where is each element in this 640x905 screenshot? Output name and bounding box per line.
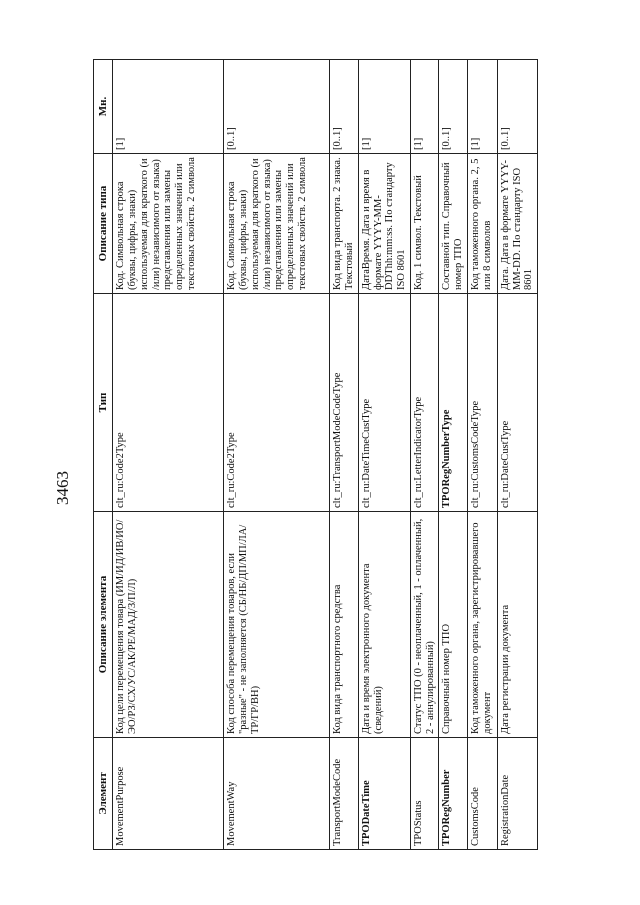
cell-description: Дата и время электронного документа (сведений) [358,512,410,738]
cell-element: MovementPurpose [113,738,224,850]
cell-type-description: Код. Символьная строка (буквы, цифры, знаки) используемая для краткого (и /или) независимого от языка) представления или замены определенных значений или текстовых свойств. 2 символа [224,154,330,294]
cell-multiplicity: [0..1] [330,60,359,154]
cell-multiplicity: [1] [410,60,439,154]
cell-multiplicity: [1] [358,60,410,154]
table-row [358,60,410,850]
table-header-row [94,60,113,850]
cell-type: clt_ru:CustomsCodeType [467,294,497,512]
cell-type-description: Составной тип. Справочный номер ТПО [439,154,468,294]
table-row [113,60,224,850]
cell-description: Код вида транспортного средства [330,512,359,738]
header-description: Описание элемента [94,512,113,738]
cell-type: clt_ru:TransportModeCodeType [330,294,359,512]
cell-type: clt_ru:Code2Type [224,294,330,512]
cell-type-description: ДатаВремя. Дата и время в формате YYYY-MM-DDThh:mm:ss. По стандарту ISO 8601 [358,154,410,294]
cell-multiplicity: [1] [467,60,497,154]
cell-type: TPORegNumberType [439,294,468,512]
cell-type: clt_ru:Code2Type [113,294,224,512]
table-row [330,60,359,850]
cell-type-description: Код таможенного органа. 2, 5 или 8 символов [467,154,497,294]
cell-type-description: Код. 1 символ. Текстовый [410,154,439,294]
cell-multiplicity: [0..1] [439,60,468,154]
cell-element: CustomsCode [467,738,497,850]
table-row [439,60,468,850]
header-multiplicity: Мн. [94,60,113,154]
cell-type: clt_ru:DateTimeCustType [358,294,410,512]
table-row [467,60,497,850]
elements-table [93,59,538,850]
cell-multiplicity: [1] [113,60,224,154]
cell-element: MovementWay [224,738,330,850]
cell-multiplicity: [0..1] [497,60,537,154]
header-element: Элемент [94,738,113,850]
cell-description: Код таможенного органа, зарегистрировавшего документ [467,512,497,738]
cell-type-description: Дата. Дата в формате YYYY-MM-DD. По стандарту ISO 8601 [497,154,537,294]
rotated-table-wrapper [93,60,533,850]
page-number: 3463 [53,471,72,505]
cell-description: Код цели перемещения товара (ИМ/ИД/ИВ/ИО/ЭО/РЗ/СХ/УС/АК/РЕ/МАД/З/П/Л) [113,512,224,738]
cell-element: TPORegNumber [439,738,468,850]
cell-element: TPOStatus [410,738,439,850]
table-row [410,60,439,850]
header-type-description: Описание типа [94,154,113,294]
table-row [224,60,330,850]
cell-element: TransportModeCode [330,738,359,850]
cell-type: clt_ru:LetterIndicatorType [410,294,439,512]
cell-type-description: Код вида транспорта. 2 знака. Текстовый [330,154,359,294]
cell-element: TPODateTime [358,738,410,850]
cell-type-description: Код. Символьная строка (буквы, цифры, знаки) используемая для краткого (и /или) независимого от языка) представления или замены определенных значений или текстовых свойств. 2 символа [113,154,224,294]
cell-element: RegistrationDate [497,738,537,850]
cell-multiplicity: [0..1] [224,60,330,154]
cell-description: Справочный номер ТПО [439,512,468,738]
cell-description: Дата регистрации документа [497,512,537,738]
cell-description: Статус ТПО (0 - неоплаченный, 1 - оплаченный, 2 - аннулированный) [410,512,439,738]
header-type: Тип [94,294,113,512]
cell-type: clt_ru:DateCustType [497,294,537,512]
table-row [497,60,537,850]
cell-description: Код способа перемещения товаров, если "разные" - не заполняется (СБ/НБ/ДП/МП/ЛА/ТР/ГР/ВН) [224,512,330,738]
